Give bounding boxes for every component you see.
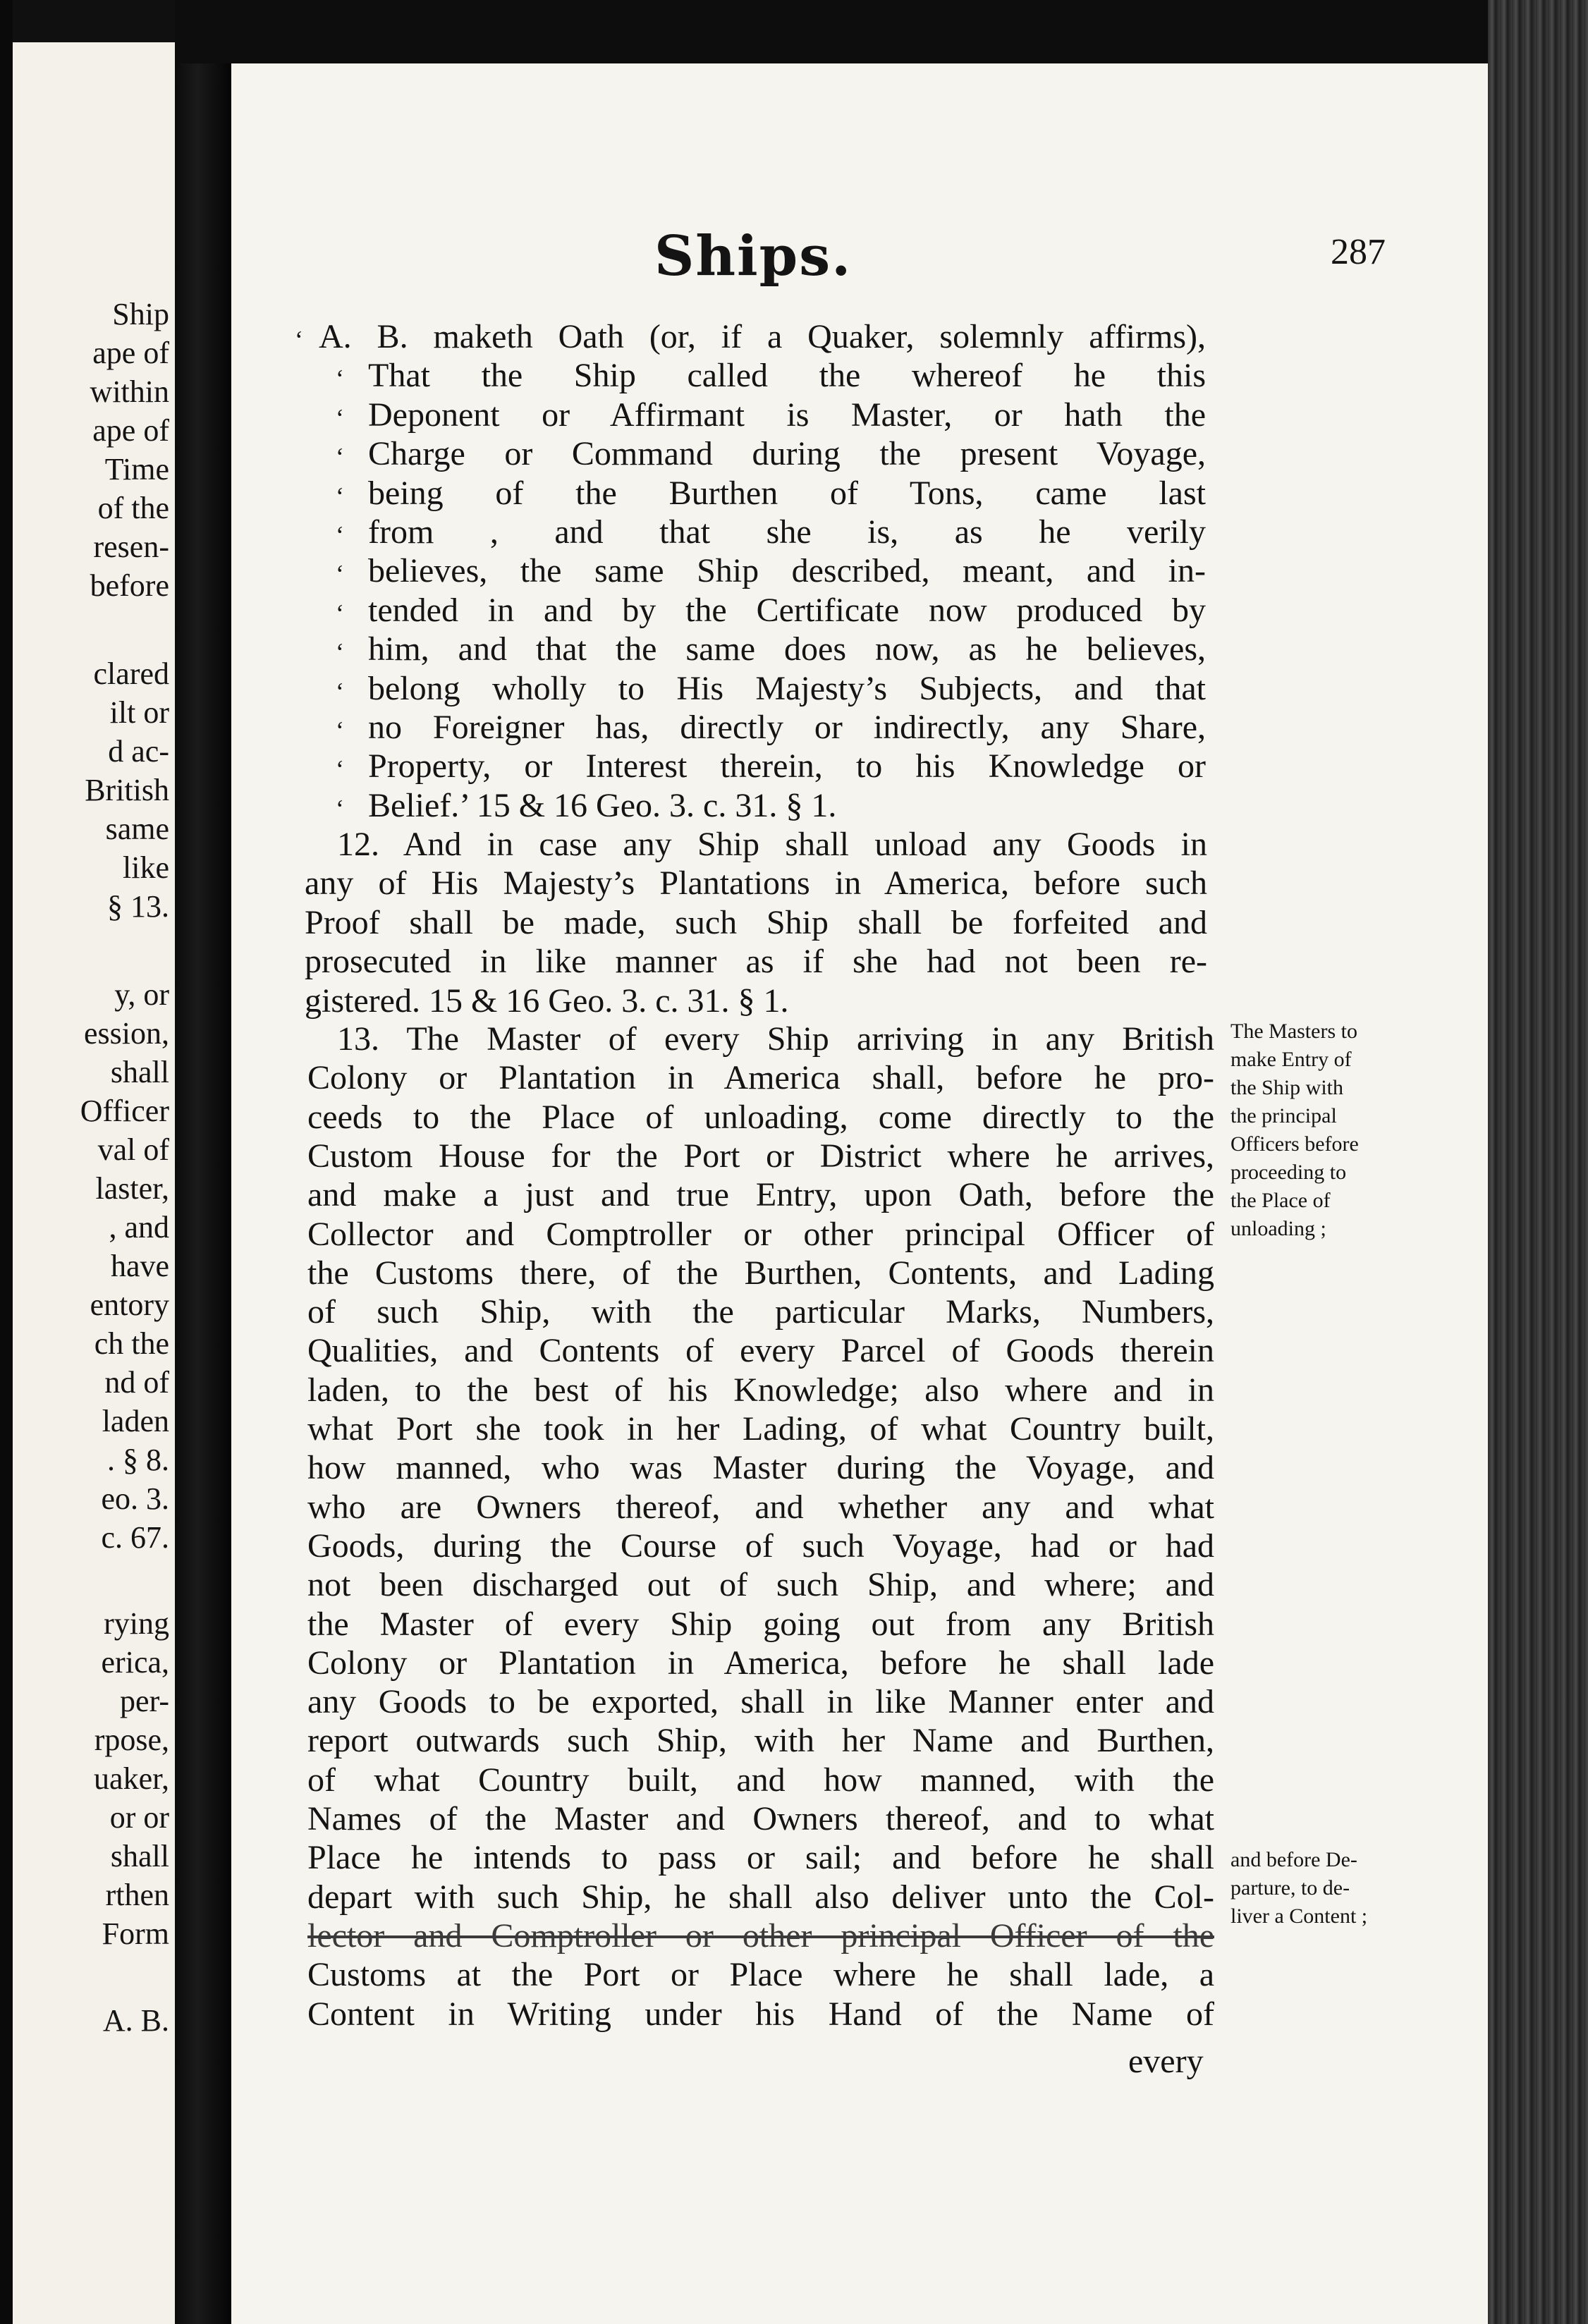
oath-line: Charge or Command during the present Voyage, (368, 435, 1206, 473)
facing-page-text: within (90, 374, 169, 409)
facing-page-text: laden (102, 1404, 169, 1438)
paragraph-line: and make a just and true Entry, upon Oath, before the (307, 1176, 1214, 1214)
paragraph-line: any Goods to be exported, shall in like Manner enter and (307, 1683, 1214, 1721)
paragraph-line: Qualities, and Contents of every Parcel of Goods therein (307, 1332, 1214, 1370)
facing-page-text: val of (97, 1132, 169, 1167)
facing-page-text: clared (93, 656, 169, 691)
catchword: every (1128, 2043, 1204, 2080)
facing-page-text: or or (109, 1800, 169, 1835)
oath-line: That the Ship called the whereof he this (368, 357, 1206, 395)
facing-page-text: rpose, (94, 1723, 169, 1757)
facing-page-text: , and (109, 1210, 169, 1244)
oath-line: believes, the same Ship described, meant, and in- (368, 552, 1206, 590)
facing-page-text: British (85, 773, 169, 807)
quote-mark: ‘ (336, 677, 344, 706)
quote-mark: ‘ (336, 560, 344, 589)
paragraph-line: the Customs there, of the Burthen, Contents, and Lading (307, 1254, 1214, 1292)
facing-page-text: entory (90, 1288, 169, 1322)
paragraph-line: not been discharged out of such Ship, and where; and (307, 1566, 1214, 1604)
page-number: 287 (1331, 232, 1386, 272)
paragraph-line: Names of the Master and Owners thereof, and to what (307, 1800, 1214, 1837)
facing-page-text: § 13. (107, 889, 169, 924)
paragraph-line: any of His Majesty’s Plantations in America, before such (305, 864, 1207, 903)
facing-page-text: erica, (101, 1645, 169, 1680)
quote-mark: ‘ (336, 599, 344, 628)
facing-page-text: c. 67. (101, 1520, 169, 1555)
paragraph-line: prosecuted in like manner as if she had not been re- (305, 943, 1207, 981)
facing-page-text: Time (104, 452, 169, 487)
facing-page-text: Form (102, 1916, 169, 1951)
facing-page-text: Ship (112, 297, 169, 331)
facing-page-fragment (13, 42, 175, 2324)
facing-page-text: laster, (95, 1171, 169, 1206)
paragraph-line: Content in Writing under his Hand of the Name of (307, 1995, 1214, 2033)
paragraph-line: how manned, who was Master during the Voyage, and (307, 1449, 1214, 1487)
quote-mark: ‘ (336, 365, 344, 393)
paragraph-line: lector and Comptroller or other principal Officer of the (307, 1916, 1214, 1955)
facing-page-text: before (90, 568, 169, 603)
paragraph-line: of such Ship, with the particular Marks, Numbers, (307, 1293, 1214, 1331)
paragraph-line: Proof shall be made, such Ship shall be forfeited and (305, 903, 1207, 941)
paragraph-line: Place he intends to pass or sail; and before he shall (307, 1839, 1214, 1877)
paragraph-line: ceeds to the Place of unloading, come directly to the (307, 1098, 1214, 1136)
paragraph-line: of what Country built, and how manned, with the (307, 1761, 1214, 1799)
paragraph-line: the Master of every Ship going out from any British (307, 1605, 1214, 1643)
facing-page-text: rthen (105, 1878, 169, 1912)
facing-page-text: eo. 3. (101, 1481, 169, 1516)
oath-line: belong wholly to His Majesty’s Subjects, and that (368, 669, 1206, 707)
paragraph-line: laden, to the best of his Knowledge; also where and in (307, 1371, 1214, 1409)
paragraph-line: report outwards such Ship, with her Name and Burthen, (307, 1722, 1214, 1760)
facing-page-text: uaker, (94, 1761, 169, 1796)
quote-mark: ‘ (336, 794, 344, 823)
margin-note-line: the Place of (1230, 1189, 1331, 1212)
paragraph-line: 12. And in case any Ship shall unload any Goods in (337, 826, 1207, 863)
facing-page-text: have (110, 1249, 169, 1283)
quote-mark: ‘ (336, 482, 344, 510)
paragraph-line: what Port she took in her Lading, of what Country built, (307, 1410, 1214, 1448)
paragraph-line: Customs at the Port or Place where he shall lade, a (307, 1956, 1214, 1994)
quote-mark: ‘ (336, 716, 344, 745)
facing-page-text: like (123, 850, 169, 885)
paragraph-line: Colony or Plantation in America shall, before he pro- (307, 1059, 1214, 1097)
oath-line: Belief.’ 15 & 16 Geo. 3. c. 31. § 1. (368, 786, 837, 824)
quote-mark: ‘ (336, 403, 344, 432)
facing-page-text: resen- (93, 530, 169, 564)
oath-line: him, and that the same does now, as he believes, (368, 630, 1206, 668)
quote-mark: ‘ (336, 638, 344, 667)
running-head: Ships. (654, 224, 853, 288)
scan-edge-left (0, 0, 13, 2324)
page-block-edge (1488, 0, 1588, 2324)
quote-mark: ‘ (336, 443, 344, 472)
oath-line: from , and that she is, as he verily (368, 513, 1206, 551)
paragraph-line: depart with such Ship, he shall also deliver unto the Col- (307, 1878, 1214, 1916)
facing-page-text: ession, (84, 1016, 169, 1051)
oath-line: Property, or Interest therein, to his Knowledge or (368, 747, 1206, 785)
paragraph-line: Custom House for the Port or District where he arrives, (307, 1137, 1214, 1175)
facing-page-text: ape of (92, 336, 169, 370)
facing-page-text: ch the (94, 1326, 169, 1361)
margin-note-line: the Ship with (1230, 1076, 1344, 1099)
paragraph-line: gistered. 15 & 16 Geo. 3. c. 31. § 1. (305, 981, 789, 1020)
paragraph-line: Goods, during the Course of such Voyage, had or had (307, 1527, 1214, 1565)
quote-mark: ‘ (295, 326, 303, 354)
facing-page-text: rying (104, 1606, 169, 1641)
facing-page-text: . § 8. (107, 1443, 169, 1477)
oath-line: being of the Burthen of Tons, came last (368, 474, 1206, 512)
oath-line: A. B. maketh Oath (or, if a Quaker, solemnly affirms), (319, 318, 1206, 355)
margin-note-line: make Entry of (1230, 1048, 1352, 1071)
margin-note-line: unloading ; (1230, 1217, 1326, 1240)
paragraph-line: 13. The Master of every Ship arriving in any British (337, 1020, 1214, 1058)
paragraph-line: Collector and Comptroller or other principal Officer of (307, 1215, 1214, 1253)
facing-page-text: ilt or (109, 695, 169, 730)
scan-top-margin (175, 0, 1488, 63)
facing-page-text: d ac- (108, 734, 169, 769)
margin-note-line: Officers before (1230, 1132, 1359, 1156)
facing-page-text: A. B. (102, 2003, 169, 2038)
paragraph-line: Colony or Plantation in America, before he shall lade (307, 1644, 1214, 1682)
facing-page-text: ape of (92, 413, 169, 448)
margin-note-line: proceeding to (1230, 1161, 1347, 1184)
quote-mark: ‘ (336, 521, 344, 549)
margin-note-line: liver a Content ; (1230, 1904, 1368, 1928)
margin-note-line: and before De- (1230, 1848, 1357, 1871)
oath-line: tended in and by the Certificate now produced by (368, 591, 1206, 629)
facing-page-text: same (105, 812, 169, 846)
oath-line: Deponent or Affirmant is Master, or hath the (368, 396, 1206, 434)
facing-page-text: of the (97, 491, 169, 525)
oath-line: no Foreigner has, directly or indirectly, any Share, (368, 709, 1206, 746)
book-gutter (175, 0, 231, 2324)
facing-page-text: Officer (80, 1094, 169, 1128)
facing-page-text: nd of (104, 1365, 169, 1400)
quote-mark: ‘ (336, 755, 344, 784)
facing-page-text: shall (110, 1839, 169, 1873)
facing-page-text: y, or (114, 977, 169, 1012)
facing-page-text: shall (110, 1055, 169, 1089)
margin-note-line: parture, to de- (1230, 1876, 1350, 1900)
paragraph-line: who are Owners thereof, and whether any and what (307, 1488, 1214, 1526)
facing-page-text: per- (120, 1684, 169, 1718)
margin-note-line: the principal (1230, 1104, 1337, 1127)
margin-note-line: The Masters to (1230, 1020, 1357, 1043)
